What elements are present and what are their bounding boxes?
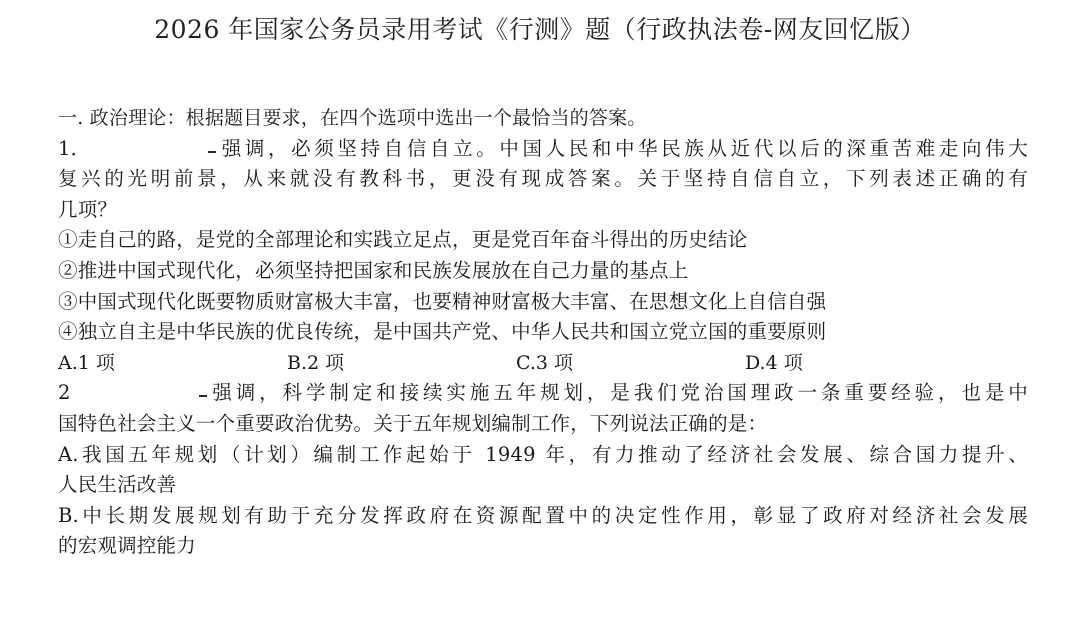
question-1-line-1: [58, 134, 1028, 165]
option-b: B.2 项: [287, 351, 345, 374]
question-1-statement: ④独立自主是中华民族的优良传统，是中国共产党、中华人民共和国立党立国的重要原则: [58, 320, 827, 344]
question-2-number: 2: [58, 381, 71, 405]
question-1-line-2: 复兴的光明前景，从来就没有教科书，更没有现成答案。关于坚持自信自立，下列表述正确的有: [58, 167, 1028, 191]
question-1-line-3: 几项？: [58, 197, 118, 221]
question-2-option-b-line-2: 的宏观调控能力: [58, 534, 196, 558]
question-1-statement: ①走自己的路，是党的全部理论和实践立足点，更是党百年奋斗得出的历史结论: [58, 228, 748, 252]
page-title: 2026 年国家公务员录用考试《行测》题（行政执法卷-网友回忆版）: [154, 15, 926, 44]
question-2-option-a-line-2: 人民生活改善: [58, 473, 177, 497]
option-d: D.4 项: [745, 351, 803, 374]
question-1-text-1: 强调，必须坚持自信自立。中国人民和中华民族从近代以后的深重苦难走向伟大: [218, 136, 1028, 160]
redacted-mask: [71, 382, 199, 402]
question-2-text-1: 强调，科学制定和接续实施五年规划，是我们党治国理政一条重要经验，也是中: [208, 381, 1028, 405]
question-2-line-1: [58, 378, 1028, 409]
redaction-mark: [199, 395, 207, 397]
redaction-mark: [208, 151, 216, 153]
question-1-statement: ②推进中国式现代化，必须坚持把国家和民族发展放在自己力量的基点上: [58, 258, 689, 282]
document-body: [58, 103, 1028, 562]
question-1-statement: ③中国式现代化既要物质财富极大丰富，也要精神财富极大丰富、在思想文化上自信自强: [58, 289, 827, 313]
question-2-option-a-line-1: A.我国五年规划（计划）编制工作起始于 1949 年，有力推动了经济社会发展、综合国力提升、: [58, 442, 1028, 466]
question-2-option-b-line-1: B.中长期发展规划有助于充分发挥政府在资源配置中的决定性作用，彰显了政府对经济社会发展: [58, 503, 1028, 527]
option-c: C.3 项: [516, 351, 574, 374]
question-2-line-2: 国特色社会主义一个重要政治优势。关于五年规划编制工作，下列说法正确的是：: [58, 411, 768, 435]
question-1-number: 1．: [58, 136, 91, 160]
section-heading: 一. 政治理论：根据题目要求，在四个选项中选出一个最恰当的答案。: [58, 107, 647, 129]
option-a: A.1 项: [58, 351, 115, 374]
question-1-options: [58, 348, 1028, 379]
redacted-mask: [90, 137, 208, 157]
